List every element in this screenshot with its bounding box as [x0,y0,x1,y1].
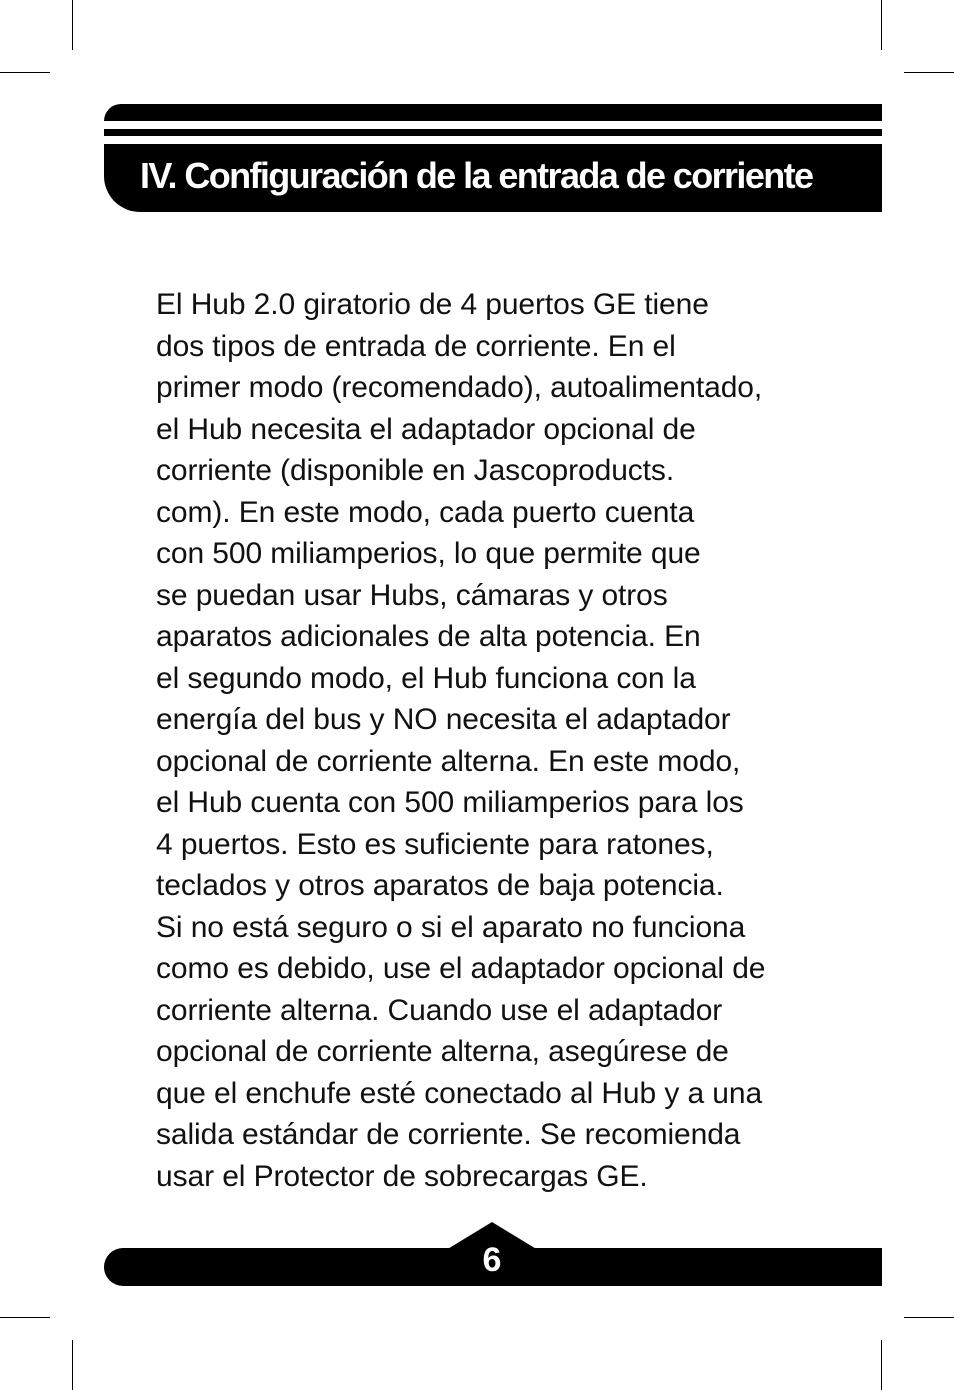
crop-mark-top-right-vertical [881,0,882,50]
body-line: con 500 miliamperios, lo que permite que [156,537,701,570]
body-line: se puedan usar Hubs, cámaras y otros [156,578,668,612]
body-line: primer modo (recomendado), autoalimentado, [156,371,763,404]
body-line: Si no está seguro o si el aparato no funciona [156,910,746,944]
crop-mark-bottom-right-vertical [881,1340,882,1390]
body-line: el segundo modo, el Hub funciona con la [156,661,696,695]
body-line: opcional de corriente alterna, asegúrese de [156,1035,729,1068]
crop-mark-bottom-left-vertical [72,1340,73,1390]
crop-mark-top-right-horizontal [904,72,954,73]
body-line: teclados y otros aparatos de baja potencia. [156,869,724,902]
body-line: energía del bus y NO necesita el adaptador [156,703,731,736]
body-paragraph [156,284,856,1197]
body-line: dos tipos de entrada de corriente. En el [156,329,676,363]
crop-mark-bottom-left-horizontal [0,1317,50,1318]
body-line: opcional de corriente alterna. En este modo, [156,744,741,778]
body-line: el Hub cuenta con 500 miliamperios para los [156,786,744,819]
crop-mark-top-left-horizontal [0,72,50,73]
section-title: IV. Configuración de la entrada de corriente [140,155,813,196]
body-line: com). En este modo, cada puerto cuenta [156,495,695,529]
body-line: aparatos adicionales de alta potencia. En [156,620,701,653]
body-line: como es debido, use el adaptador opcional de [156,952,766,985]
header-stripe-top [104,104,882,121]
crop-mark-bottom-right-horizontal [904,1317,954,1318]
section-header [104,104,882,212]
crop-mark-top-left-vertical [72,0,73,50]
body-line: el Hub necesita el adaptador opcional de [156,412,696,446]
body-line: 4 puertos. Esto es suficiente para ratones, [156,827,714,861]
body-line: que el enchufe esté conectado al Hub y a una [156,1076,763,1110]
body-line: El Hub 2.0 giratorio de 4 puertos GE tiene [156,288,709,321]
body-line: corriente (disponible en Jascoproducts. [156,454,675,487]
header-stripe-thin [104,129,882,136]
body-line: usar el Protector de sobrecargas GE. [156,1159,648,1193]
page-footer [104,1222,882,1286]
page-number: 6 [482,1241,502,1279]
body-line: corriente alterna. Cuando use el adaptador [156,993,723,1027]
body-line: salida estándar de corriente. Se recomienda [156,1118,741,1151]
